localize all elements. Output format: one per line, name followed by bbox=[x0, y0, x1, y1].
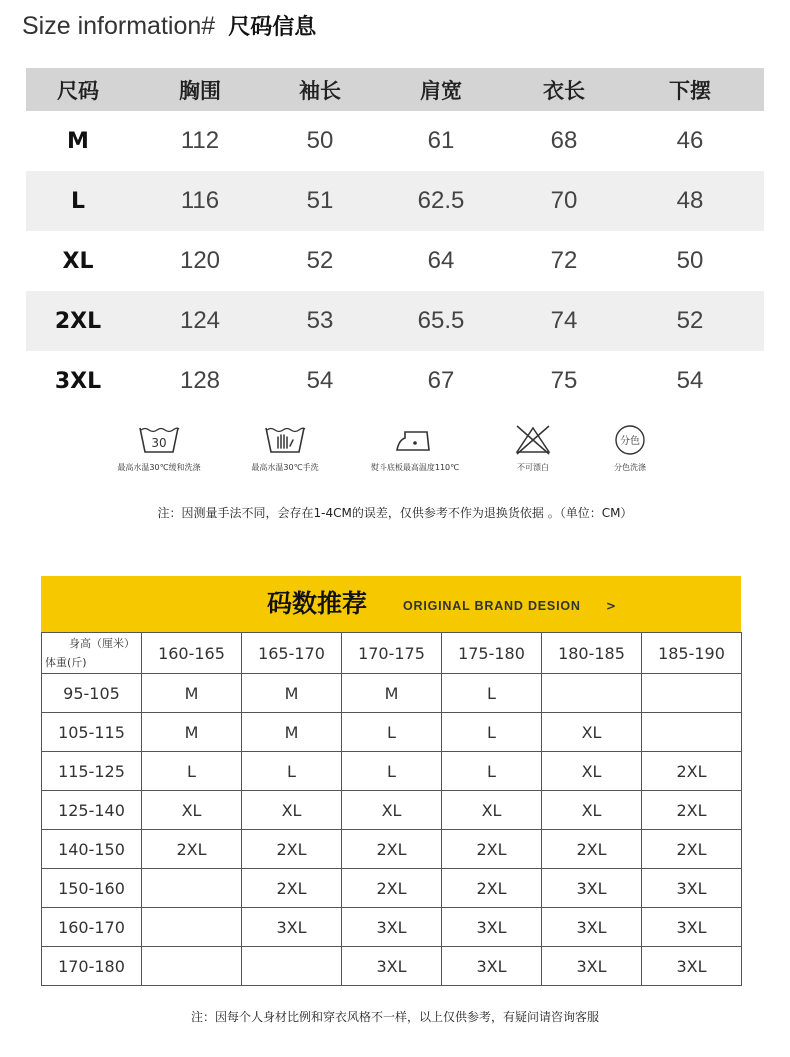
recommend-subtitle: ORIGINAL BRAND DESION bbox=[403, 599, 581, 613]
size-cell: 3XL bbox=[642, 947, 742, 986]
size-cell: XL bbox=[242, 791, 342, 830]
size-cell: 3XL bbox=[442, 947, 542, 986]
size-cell: XL bbox=[342, 791, 442, 830]
size-cell bbox=[642, 674, 742, 713]
size-label: L bbox=[70, 188, 86, 214]
weight-cell: 115-125 bbox=[42, 752, 142, 791]
svg-text:分色: 分色 bbox=[620, 436, 640, 447]
size-table bbox=[26, 68, 764, 411]
size-cell: M bbox=[342, 674, 442, 713]
arrow-icon: > bbox=[606, 599, 617, 613]
recommend-title: 码数推荐 bbox=[267, 589, 368, 618]
care-item-no-bleach bbox=[478, 424, 588, 473]
recommend-table bbox=[41, 632, 742, 986]
size-label: M bbox=[67, 128, 89, 154]
size-cell: 3XL bbox=[642, 908, 742, 947]
height-header: 160-165 bbox=[142, 633, 242, 674]
size-cell: 2XL bbox=[242, 869, 342, 908]
weight-axis-label: 体重(斤) bbox=[45, 656, 87, 669]
svg-text:30: 30 bbox=[151, 436, 167, 450]
size-cell: XL bbox=[542, 791, 642, 830]
size-cell bbox=[142, 869, 242, 908]
weight-cell: 150-160 bbox=[42, 869, 142, 908]
size-cell: 3XL bbox=[242, 908, 342, 947]
size-value: 112 bbox=[180, 127, 220, 154]
height-axis-label: 身高（厘米） bbox=[69, 637, 135, 650]
size-value: 128 bbox=[179, 367, 221, 394]
care-label: 最高水温30℃缓和洗涤 bbox=[117, 463, 201, 472]
fit-note: 注：因每个人身材比例和穿衣风格不一样，以上仅供参考，有疑问请咨询客服 bbox=[190, 1010, 599, 1024]
size-cell: 2XL bbox=[342, 830, 442, 869]
corner-cell bbox=[42, 633, 142, 674]
size-value: 48 bbox=[676, 187, 704, 214]
size-cell: XL bbox=[142, 791, 242, 830]
size-cell: 2XL bbox=[642, 791, 742, 830]
recommend-row bbox=[42, 830, 742, 869]
size-value: 54 bbox=[676, 367, 704, 394]
care-label: 最高水温30℃手洗 bbox=[251, 463, 319, 472]
recommend-row bbox=[42, 947, 742, 986]
size-cell: XL bbox=[442, 791, 542, 830]
care-item-iron bbox=[360, 424, 470, 473]
size-cell: L bbox=[442, 674, 542, 713]
column-header: 袖长 bbox=[299, 78, 341, 103]
size-cell: M bbox=[142, 674, 242, 713]
wash-30-icon bbox=[137, 424, 181, 456]
care-label: 熨斗底板最高温度110℃ bbox=[370, 463, 460, 472]
size-row bbox=[26, 111, 764, 171]
height-header: 165-170 bbox=[242, 633, 342, 674]
size-cell: L bbox=[342, 713, 442, 752]
no-bleach-icon bbox=[511, 424, 555, 456]
size-cell: M bbox=[242, 713, 342, 752]
weight-cell: 95-105 bbox=[42, 674, 142, 713]
size-cell: 2XL bbox=[642, 752, 742, 791]
size-cell: 3XL bbox=[342, 908, 442, 947]
page-title bbox=[22, 8, 316, 44]
size-cell bbox=[642, 713, 742, 752]
hand-wash-icon bbox=[263, 424, 307, 456]
weight-cell: 105-115 bbox=[42, 713, 142, 752]
size-row bbox=[26, 351, 764, 411]
column-header: 肩宽 bbox=[420, 78, 462, 103]
column-header: 尺码 bbox=[57, 78, 99, 103]
size-cell bbox=[142, 908, 242, 947]
title-chinese: 尺码信息 bbox=[228, 15, 317, 40]
weight-cell: 140-150 bbox=[42, 830, 142, 869]
recommend-row bbox=[42, 869, 742, 908]
size-cell: 2XL bbox=[442, 869, 542, 908]
measurement-note: 注：因测量手法不同，会存在1-4CM的误差，仅供参考不作为退换货依据 。（单位：CM） bbox=[157, 506, 633, 520]
size-value: 46 bbox=[676, 127, 704, 154]
size-cell: L bbox=[142, 752, 242, 791]
size-cell: 2XL bbox=[142, 830, 242, 869]
size-cell: 3XL bbox=[342, 947, 442, 986]
size-value: 75 bbox=[550, 367, 578, 394]
size-cell: M bbox=[242, 674, 342, 713]
separate-wash-icon bbox=[608, 424, 652, 456]
weight-cell: 160-170 bbox=[42, 908, 142, 947]
height-header: 185-190 bbox=[642, 633, 742, 674]
height-header: 170-175 bbox=[342, 633, 442, 674]
size-value: 52 bbox=[306, 247, 334, 274]
size-value: 53 bbox=[306, 307, 334, 334]
size-value: 74 bbox=[550, 307, 578, 334]
size-value: 54 bbox=[306, 367, 334, 394]
care-item-wash bbox=[104, 424, 214, 473]
recommend-row bbox=[42, 908, 742, 947]
size-cell: 2XL bbox=[242, 830, 342, 869]
size-value: 124 bbox=[179, 307, 221, 334]
recommend-banner bbox=[41, 576, 741, 632]
size-table-header bbox=[26, 68, 764, 111]
weight-cell: 170-180 bbox=[42, 947, 142, 986]
height-header: 180-185 bbox=[542, 633, 642, 674]
size-cell: 2XL bbox=[542, 830, 642, 869]
size-cell: M bbox=[142, 713, 242, 752]
size-value: 52 bbox=[676, 307, 704, 334]
column-header: 下摆 bbox=[669, 78, 711, 103]
size-cell: L bbox=[342, 752, 442, 791]
care-label: 不可漂白 bbox=[517, 463, 549, 472]
size-row bbox=[26, 291, 764, 351]
size-cell: 2XL bbox=[342, 869, 442, 908]
size-cell: XL bbox=[542, 713, 642, 752]
size-cell: 2XL bbox=[442, 830, 542, 869]
recommend-row bbox=[42, 713, 742, 752]
care-item-handwash bbox=[230, 424, 340, 473]
column-header: 衣长 bbox=[543, 78, 585, 103]
weight-cell: 125-140 bbox=[42, 791, 142, 830]
height-header: 175-180 bbox=[442, 633, 542, 674]
size-row bbox=[26, 231, 764, 291]
size-cell: 2XL bbox=[642, 830, 742, 869]
size-label: 3XL bbox=[54, 368, 102, 394]
size-value: 51 bbox=[306, 187, 334, 214]
size-value: 72 bbox=[550, 247, 578, 274]
size-cell: 3XL bbox=[542, 908, 642, 947]
size-cell bbox=[142, 947, 242, 986]
size-cell: 3XL bbox=[542, 947, 642, 986]
size-value: 70 bbox=[550, 187, 578, 214]
size-cell: L bbox=[242, 752, 342, 791]
size-value: 50 bbox=[676, 247, 704, 274]
care-item-separate bbox=[575, 424, 685, 473]
size-cell: 3XL bbox=[442, 908, 542, 947]
recommend-row bbox=[42, 752, 742, 791]
size-value: 120 bbox=[179, 247, 221, 274]
title-english: Size information# bbox=[22, 12, 216, 40]
size-value: 116 bbox=[180, 187, 220, 214]
size-value: 61 bbox=[427, 127, 455, 154]
size-cell: L bbox=[442, 713, 542, 752]
column-header: 胸围 bbox=[179, 78, 221, 103]
size-value: 64 bbox=[427, 247, 455, 274]
recommend-header-row bbox=[42, 633, 742, 674]
size-cell: 3XL bbox=[542, 869, 642, 908]
care-label: 分色洗涤 bbox=[614, 463, 646, 472]
size-cell bbox=[242, 947, 342, 986]
size-value: 67 bbox=[427, 367, 455, 394]
size-value: 68 bbox=[550, 127, 578, 154]
size-value: 50 bbox=[306, 127, 334, 154]
size-cell: L bbox=[442, 752, 542, 791]
size-cell: XL bbox=[542, 752, 642, 791]
size-row bbox=[26, 171, 764, 231]
size-value: 65.5 bbox=[417, 307, 465, 334]
size-label: 2XL bbox=[54, 308, 102, 334]
size-label: XL bbox=[62, 248, 94, 274]
recommend-row bbox=[42, 791, 742, 830]
iron-icon bbox=[393, 424, 437, 456]
recommend-row bbox=[42, 674, 742, 713]
size-value: 62.5 bbox=[417, 187, 465, 214]
size-cell: 3XL bbox=[642, 869, 742, 908]
size-cell bbox=[542, 674, 642, 713]
